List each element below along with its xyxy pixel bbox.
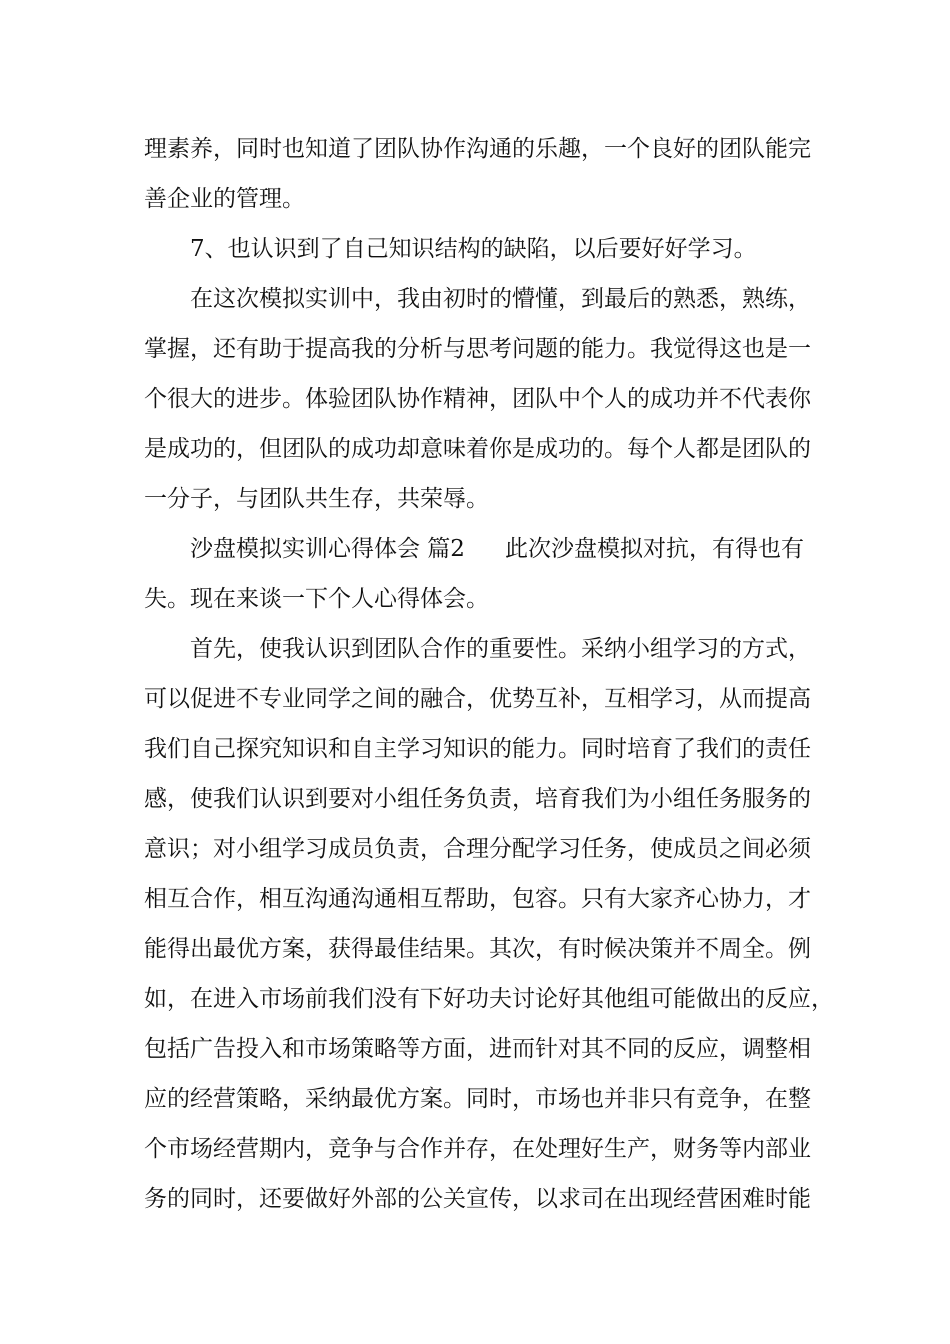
text-line: 善企业的管理。 [144, 186, 305, 212]
text-line: 包括广告投入和市场策略等方面，进而针对其不同的反应，调整相 [144, 1036, 811, 1062]
text-line: 是成功的，但团队的成功却意味着你是成功的。每个人都是团队的 [144, 436, 811, 462]
text-line: 失。现在来谈一下个人心得体会。 [144, 586, 489, 612]
text-line: 个市场经营期内，竞争与合作并存，在处理好生产，财务等内部业 [144, 1136, 811, 1162]
text-line: 务的同时，还要做好外部的公关宣传，以求司在出现经营困难时能 [144, 1186, 811, 1212]
text-line: 能得出最优方案，获得最佳结果。其次，有时候决策并不周全。例 [144, 936, 811, 962]
section-heading-line [190, 524, 860, 574]
text-line: 意识；对小组学习成员负责，合理分配学习任务，使成员之间必须 [144, 836, 811, 862]
text-line: 7、也认识到了自己知识结构的缺陷，以后要好好学习。 [190, 236, 757, 262]
text-line: 理素养，同时也知道了团队协作沟通的乐趣，一个良好的团队能完 [144, 136, 811, 162]
text-run: 此次沙盘模拟对抗，有得也有 [504, 536, 804, 562]
text-line: 如，在进入市场前我们没有下好功夫讨论好其他组可能做出的反应， [144, 986, 834, 1012]
text-line: 应的经营策略，采纳最优方案。同时，市场也并非只有竞争，在整 [144, 1086, 811, 1112]
text-line: 一分子，与团队共生存，共荣辱。 [144, 486, 489, 512]
text-line: 感，使我们认识到要对小组任务负责，培育我们为小组任务服务的 [144, 786, 811, 812]
section-title: 沙盘模拟实训心得体会 篇2 [190, 536, 465, 562]
text-line: 可以促进不专业同学之间的融合，优势互补，互相学习，从而提高 [144, 686, 811, 712]
text-line: 掌握，还有助于提高我的分析与思考问题的能力。我觉得这也是一 [144, 336, 811, 362]
text-line: 首先，使我认识到团队合作的重要性。采纳小组学习的方式， [190, 636, 811, 662]
text-line: 我们自己探究知识和自主学习知识的能力。同时培育了我们的责任 [144, 736, 811, 762]
text-line: 在这次模拟实训中，我由初时的懵懂，到最后的熟悉，熟练， [190, 286, 811, 312]
text-line: 个很大的进步。体验团队协作精神，团队中个人的成功并不代表你 [144, 386, 811, 412]
text-line: 相互合作，相互沟通沟通相互帮助，包容。只有大家齐心协力，才 [144, 886, 811, 912]
